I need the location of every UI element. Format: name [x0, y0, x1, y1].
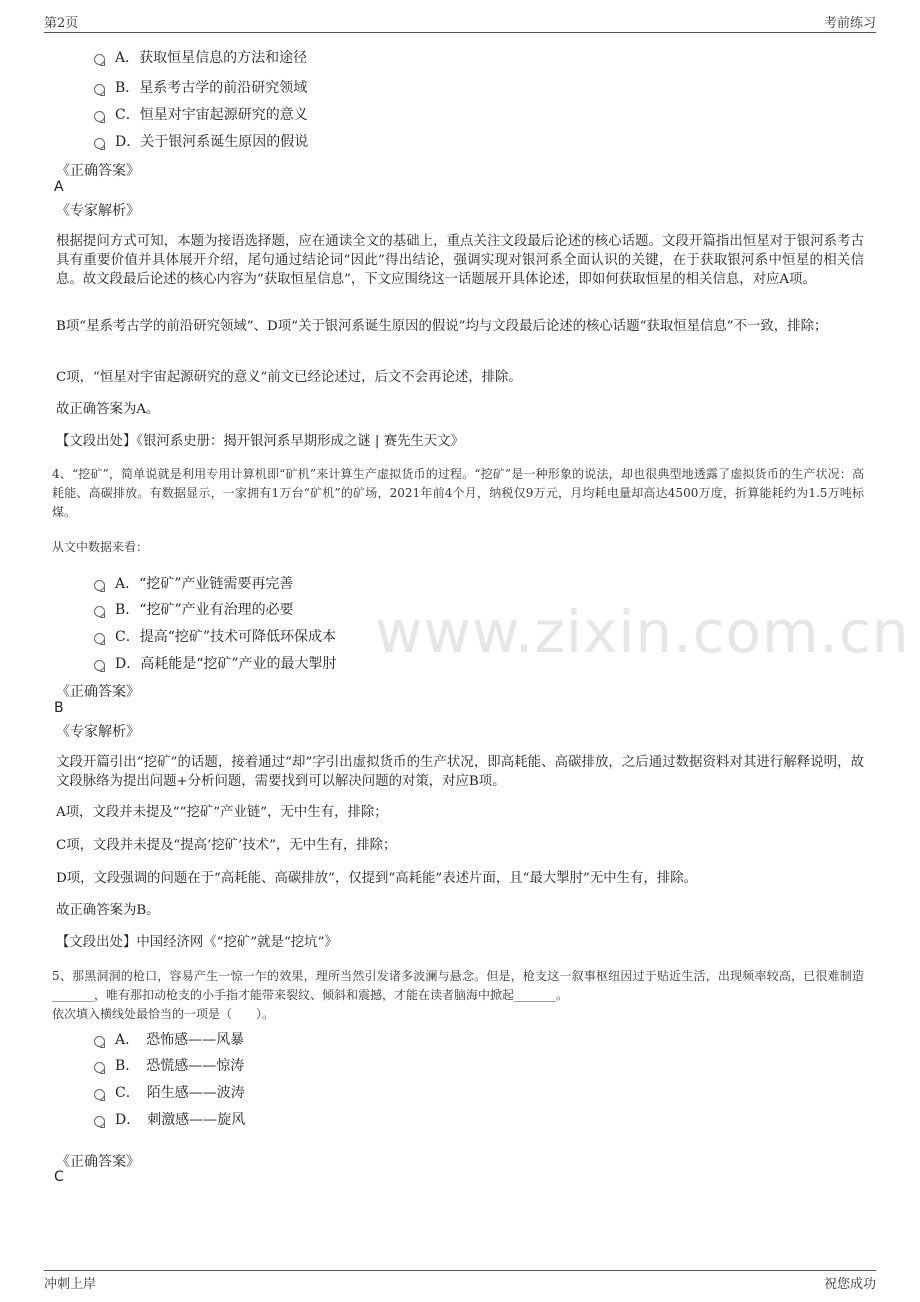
footer-left-label: 冲刺上岸 [44, 1277, 97, 1292]
q5-option-d[interactable]: D． 刺激感——旋风 [94, 1109, 245, 1129]
q4-answer: B [54, 700, 64, 716]
radio-icon[interactable] [94, 633, 105, 644]
page-footer [44, 1270, 876, 1292]
q4-answer-label: 《正确答案》 [56, 684, 140, 700]
footer-right-label: 祝您成功 [823, 1277, 876, 1292]
q3-option-d[interactable]: D．关于银河系诞生原因的假说 [94, 131, 308, 151]
q4-source: 【文段出处】中国经济网《“挖矿”就是“挖坑”》 [56, 935, 338, 950]
radio-icon[interactable] [94, 1089, 105, 1100]
q4-option-d[interactable]: D．高耗能是“挖矿”产业的最大掣肘 [94, 653, 337, 673]
q5-option-c[interactable]: C． 陌生感——波涛 [94, 1082, 245, 1102]
q4-analysis-paragraph: 故正确答案为B。 [56, 903, 160, 918]
q3-answer: A [54, 179, 64, 195]
page-header [44, 12, 876, 33]
q3-analysis-paragraph: 根据提问方式可知，本题为接语选择题，应在通读全文的基础上，重点关注文段最后论述的核心话题。文段开篇指出恒星对于银河系考古具有重要价值并具体展开介绍，尾句通过结论词“因此”得出结论，强调实现对银河系全面认识的关键，在于获取银河系中恒星的相关信息。故文段最后论述的核心内容为“获取恒星信息”，下文应围绕这一话题展开具体论述，即如何获取恒星的相关信息，对应A项。 [56, 234, 864, 287]
q5-answer-label: 《正确答案》 [56, 1154, 140, 1170]
q4-analysis-paragraph: D项，文段强调的问题在于“高耗能、高碳排放”，仅提到“高耗能”表述片面，且“最大掣肘”无中生有，排除。 [56, 871, 697, 886]
radio-icon[interactable] [94, 111, 105, 122]
q5-answer: C [54, 1169, 64, 1185]
q3-analysis-label: 《专家解析》 [56, 203, 140, 219]
radio-icon[interactable] [94, 54, 105, 65]
q4-analysis-paragraph: C项，文段并未提及“提高‘挖矿’技术”，无中生有，排除； [56, 838, 397, 853]
q4-prompt: 从文中数据来看： [52, 540, 149, 554]
q3-analysis-paragraph: 故正确答案为A。 [56, 402, 160, 417]
q5-option-b[interactable]: B． 恐慌感——惊涛 [94, 1055, 244, 1075]
watermark: www.zixin.com.cn [375, 598, 910, 666]
q4-analysis-paragraph: A项，文段并未提及““挖矿”产业链”，无中生有，排除； [56, 805, 388, 820]
q4-analysis-paragraph: 文段开篇引出“挖矿”的话题，接着通过“却”字引出虚拟货币的生产状况，即高耗能、高碳排放，之后通过数据资料对其进行解释说明，故文段脉络为提出问题+分析问题，需要找到可以解决问题的对策，对应B项。 [56, 755, 864, 789]
q3-option-b[interactable]: B．星系考古学的前沿研究领域 [94, 77, 307, 97]
q3-source: 【文段出处】《银河系史册：揭开银河系早期形成之谜 | 赛先生天文》 [56, 434, 465, 449]
document-label: 考前练习 [823, 16, 876, 31]
radio-icon[interactable] [94, 1116, 105, 1127]
radio-icon[interactable] [94, 138, 105, 149]
radio-icon[interactable] [94, 1036, 105, 1047]
q4-option-a[interactable]: A．“挖矿”产业链需要再完善 [94, 573, 293, 593]
q4-option-c[interactable]: C．提高“挖矿”技术可降低环保成本 [94, 626, 336, 646]
page-number: 第2页 [44, 16, 79, 31]
q4-stem: 4、“挖矿”，简单说就是利用专用计算机即“矿机”来计算生产虚拟货币的过程。“挖矿”是一种形象的说法，却也很典型地透露了虚拟货币的生产状况：高耗能、高碳排放。有数据显示，一家拥有1万台“矿机”的矿场，2021年前4个月，纳税仅9万元，月均耗电量却高达4500万度，折算能耗约为1.5万吨标煤。 [52, 467, 864, 519]
q3-analysis-paragraph: B项“星系考古学的前沿研究领域”、D项“关于银河系诞生原因的假说”均与文段最后论述的核心话题“获取恒星信息”不一致，排除； [56, 319, 828, 334]
q5-prompt: 依次填入横线处最恰当的一项是（ ）。 [52, 1007, 275, 1021]
q3-answer-label: 《正确答案》 [56, 163, 140, 179]
radio-icon[interactable] [94, 580, 105, 591]
q4-option-b[interactable]: B．“挖矿”产业有治理的必要 [94, 599, 294, 619]
q4-analysis-label: 《专家解析》 [56, 724, 140, 740]
radio-icon[interactable] [94, 84, 105, 95]
radio-icon[interactable] [94, 660, 105, 671]
q3-option-c[interactable]: C．恒星对宇宙起源研究的意义 [94, 104, 308, 124]
q3-analysis-paragraph: C项，“恒星对宇宙起源研究的意义”前文已经论述过，后文不会再论述，排除。 [56, 370, 522, 385]
q3-option-a[interactable]: A．获取恒星信息的方法和途径 [94, 47, 307, 67]
q5-stem: 5、那黑洞洞的枪口，容易产生一惊一乍的效果，理所当然引发诸多波澜与悬念。但是，枪支这一叙事枢纽因过于贴近生活，出现频率较高，已很难制造_______，唯有那扣动枪支的小手指才能带来裂纹、倾斜和震撼，才能在读者脑海中掀起_______。 [52, 969, 864, 1002]
q5-option-a[interactable]: A． 恐怖感——风暴 [94, 1029, 244, 1049]
radio-icon[interactable] [94, 1062, 105, 1073]
radio-icon[interactable] [94, 606, 105, 617]
